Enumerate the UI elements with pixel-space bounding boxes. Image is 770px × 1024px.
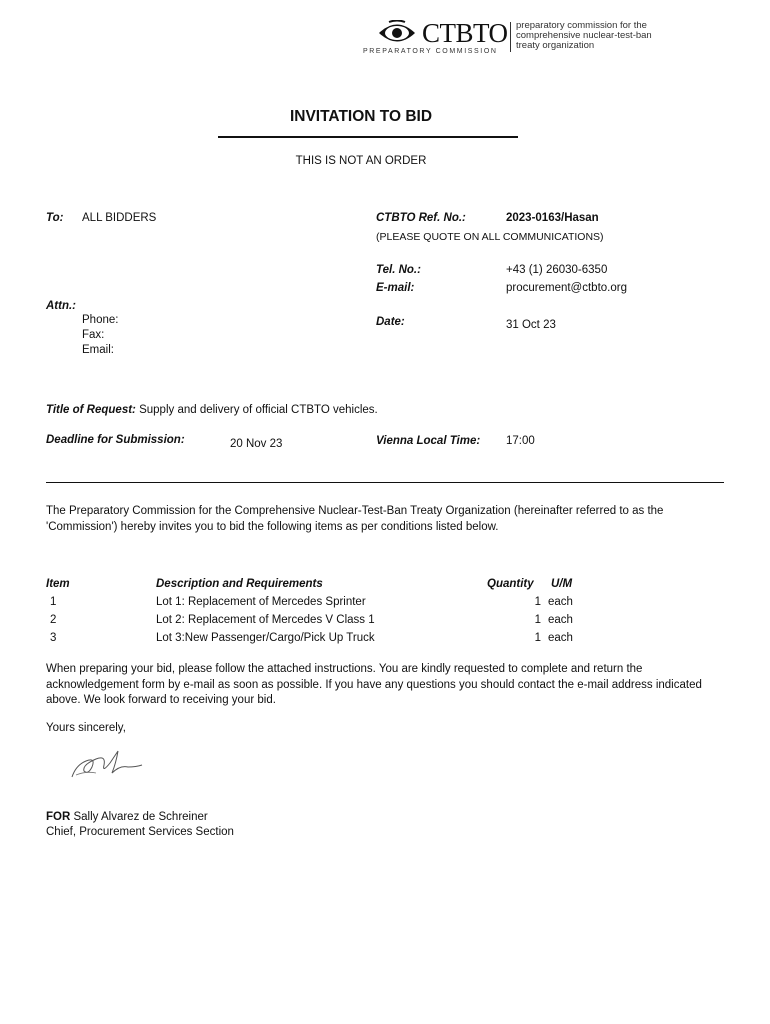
row-quantity: 1 xyxy=(534,596,541,608)
deadline-label: Deadline for Submission: xyxy=(46,434,185,446)
signature-icon xyxy=(66,745,146,785)
logo-tagline-1: preparatory commission for the xyxy=(516,20,647,31)
salutation: Yours sincerely, xyxy=(46,722,126,734)
logo-subtitle: PREPARATORY COMMISSION xyxy=(363,48,498,55)
fax-label: Fax: xyxy=(82,329,105,341)
logo-divider xyxy=(510,22,511,52)
ref-note: (PLEASE QUOTE ON ALL COMMUNICATIONS) xyxy=(376,231,604,243)
row-description: Lot 2: Replacement of Mercedes V Class 1 xyxy=(156,614,375,626)
section-divider xyxy=(46,482,724,483)
attn-label: Attn.: xyxy=(46,300,77,312)
ctbto-logo-icon xyxy=(377,20,417,46)
phone-label: Phone: xyxy=(82,314,119,326)
signatory-position: Chief, Procurement Services Section xyxy=(46,826,234,838)
table-header-description: Description and Requirements xyxy=(156,578,323,590)
intro-paragraph: The Preparatory Commission for the Comprehensive Nuclear-Test-Ban Treaty Organization (hereinafter referred to as the 'Commission') hereby invites you to bid the following items as per conditions listed below. xyxy=(46,505,664,533)
email-ref-label: E-mail: xyxy=(376,282,415,294)
title-of-request xyxy=(46,404,378,416)
document-title: INVITATION TO BID xyxy=(289,108,433,125)
row-um: each xyxy=(548,632,573,644)
row-um: each xyxy=(548,596,573,608)
title-underline xyxy=(218,136,518,138)
row-quantity: 1 xyxy=(534,632,541,644)
row-um: each xyxy=(548,614,573,626)
tel-value: +43 (1) 26030-6350 xyxy=(506,264,608,276)
vienna-time-value: 17:00 xyxy=(506,435,535,447)
document-subtitle: THIS IS NOT AN ORDER xyxy=(295,155,427,167)
deadline-value: 20 Nov 23 xyxy=(230,438,283,450)
row-quantity: 1 xyxy=(534,614,541,626)
email-label: Email: xyxy=(82,344,114,356)
date-label: Date: xyxy=(376,316,405,328)
to-label: To: xyxy=(46,212,64,224)
ref-label: CTBTO Ref. No.: xyxy=(376,212,466,224)
row-item: 3 xyxy=(50,632,57,644)
title-of-request-value: Supply and delivery of official CTBTO vehicles. xyxy=(139,404,378,416)
table-header-um: U/M xyxy=(551,578,573,590)
signatory-line xyxy=(46,811,208,823)
ref-value: 2023-0163/Hasan xyxy=(506,212,599,224)
date-value: 31 Oct 23 xyxy=(506,319,556,331)
row-item: 2 xyxy=(50,614,57,626)
logo-tagline-2: comprehensive nuclear-test-ban xyxy=(516,30,652,41)
logo-tagline-3: treaty organization xyxy=(516,40,595,51)
vienna-time-label: Vienna Local Time: xyxy=(376,435,481,447)
row-item: 1 xyxy=(50,596,57,608)
table-header-quantity: Quantity xyxy=(487,578,534,590)
for-label: FOR xyxy=(46,811,71,823)
row-description: Lot 3:New Passenger/Cargo/Pick Up Truck xyxy=(156,632,375,644)
email-value: procurement@ctbto.org xyxy=(506,282,627,294)
to-value: ALL BIDDERS xyxy=(82,212,157,224)
signatory-name: Sally Alvarez de Schreiner xyxy=(73,811,208,823)
tel-label: Tel. No.: xyxy=(376,264,421,276)
closing-paragraph: When preparing your bid, please follow the attached instructions. You are kindly requested to complete and return the acknowledgement form by e-mail as soon as possible. If you have any questions you should contact the e-mail address indicated above. We look forward to receiving your bid. xyxy=(46,663,702,706)
table-header-item: Item xyxy=(46,578,70,590)
title-of-request-label: Title of Request: xyxy=(46,404,136,416)
logo-name: CTBTO xyxy=(422,18,508,48)
row-description: Lot 1: Replacement of Mercedes Sprinter xyxy=(156,596,366,608)
